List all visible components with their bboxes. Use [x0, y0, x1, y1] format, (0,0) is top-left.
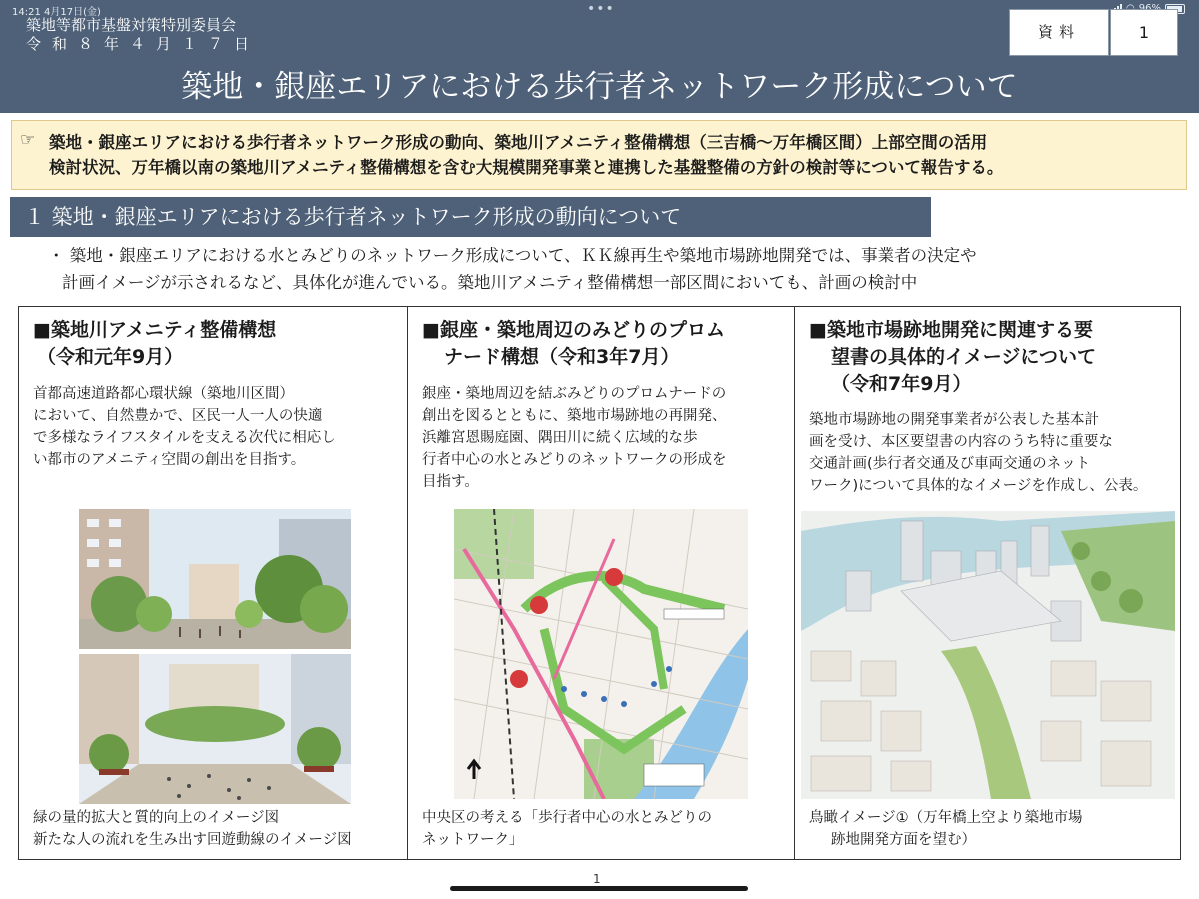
- panel-3-heading-2: 望書の具体的イメージについて: [831, 346, 1097, 368]
- page-title: 築地・銀座エリアにおける歩行者ネットワーク形成について: [181, 69, 1018, 105]
- panel-1-body-1: 首都高速道路都心環状線（築地川区間）: [33, 386, 294, 402]
- panel-1-body-4: い都市のアメニティ空間の創出を目指す。: [33, 452, 306, 468]
- multitask-dots-icon[interactable]: •••: [587, 1, 615, 17]
- panel-3-body-3: 交通計画(歩行者交通及び車両交通のネット: [809, 456, 1091, 472]
- panel-3-body-4: ワーク)について具体的なイメージを作成し、公表。: [809, 478, 1148, 494]
- panel-3-heading-3: （令和7年9月）: [831, 373, 972, 395]
- panel-2-body-3: 浜離宮恩賜庭園、隅田川に続く広域的な歩: [422, 430, 698, 446]
- panel-3-heading-1: ■築地市場跡地開発に関連する要: [809, 319, 1093, 341]
- circulation-route-illustration: [79, 654, 351, 804]
- summary-line-1: 築地・銀座エリアにおける歩行者ネットワーク形成の動向、築地川アメニティ整備構想（三吉橋～万年橋区間）上部空間の活用: [49, 133, 988, 152]
- panel-3-body-2: 画を受け、本区要望書の内容のうち特に重要な: [809, 434, 1113, 450]
- panel-2-body-2: 創出を図るとともに、築地市場跡地の再開発、: [422, 408, 727, 424]
- panel-2-caption-2: ネットワーク」: [422, 832, 524, 848]
- meeting-date: 令和８年４月１７日: [26, 35, 261, 53]
- home-indicator[interactable]: [450, 886, 748, 891]
- panel-1-body-3: で多様なライフスタイルを支える次代に相応し: [33, 430, 336, 446]
- summary-line-2: 検討状況、万年橋以南の築地川アメニティ整備構想を含む大規模開発事業と連携した基盤整備の方針の検討等について報告する。: [49, 158, 1004, 177]
- panel-amenity-plan: [19, 307, 407, 859]
- document-number: 1: [1110, 9, 1178, 56]
- panel-3-caption-1: 鳥瞰イメージ①（万年橋上空より築地市場: [809, 810, 1083, 826]
- panel-3-caption-2: 跡地開発方面を望む）: [831, 832, 976, 848]
- aerial-view-illustration: [801, 511, 1175, 799]
- page-number: 1: [593, 872, 601, 886]
- panel-promenade-plan: [407, 307, 794, 859]
- panel-1-caption-2: 新たな人の流れを生み出す回遊動線のイメージ図: [33, 832, 352, 848]
- summary-box: [11, 120, 1187, 190]
- pointing-hand-icon: ☞: [20, 130, 36, 150]
- panel-2-body-4: 行者中心の水とみどりのネットワークの形成を: [422, 452, 727, 468]
- panel-2-body-1: 銀座・築地周辺を結ぶみどりのプロムナードの: [422, 386, 727, 402]
- panel-2-heading-2: ナード構想（令和3年7月）: [444, 346, 680, 368]
- panel-1-body-2: において、自然豊かで、区民一人一人の快適: [33, 408, 323, 424]
- section-title: １ 築地・銀座エリアにおける歩行者ネットワーク形成の動向について: [10, 197, 931, 237]
- panel-2-body-5: 目指す。: [422, 474, 479, 490]
- panel-1-caption-1: 緑の量的拡大と質的向上のイメージ図: [33, 810, 280, 826]
- panel-2-heading-1: ■銀座・築地周辺のみどりのプロム: [422, 319, 725, 341]
- panel-market-site-plan: [794, 307, 1180, 859]
- greenery-expansion-illustration: [79, 509, 351, 649]
- intro-line-2: 計画イメージが示されるなど、具体化が進んでいる。築地川アメニティ整備構想一部区間においても、計画の検討中: [62, 273, 918, 292]
- intro-line-1: ・ 築地・銀座エリアにおける水とみどりのネットワーク形成について、ＫＫ線再生や築地市場跡地開発では、事業者の決定や: [48, 246, 977, 265]
- panel-1-heading-2: （令和元年9月）: [37, 346, 184, 368]
- status-time: 14:21 4月17日(金): [12, 7, 101, 18]
- committee-name: 築地等都市基盤対策特別委員会: [26, 16, 237, 34]
- pedestrian-network-map: [454, 509, 748, 799]
- document-label: 資料: [1009, 9, 1109, 56]
- panel-3-body-1: 築地市場跡地の開発事業者が公表した基本計: [809, 412, 1099, 428]
- panel-2-caption-1: 中央区の考える「歩行者中心の水とみどりの: [422, 810, 712, 826]
- header-band: [0, 0, 1199, 113]
- panel-1-heading-1: ■築地川アメニティ整備構想: [33, 319, 277, 341]
- panel-grid: [18, 306, 1181, 860]
